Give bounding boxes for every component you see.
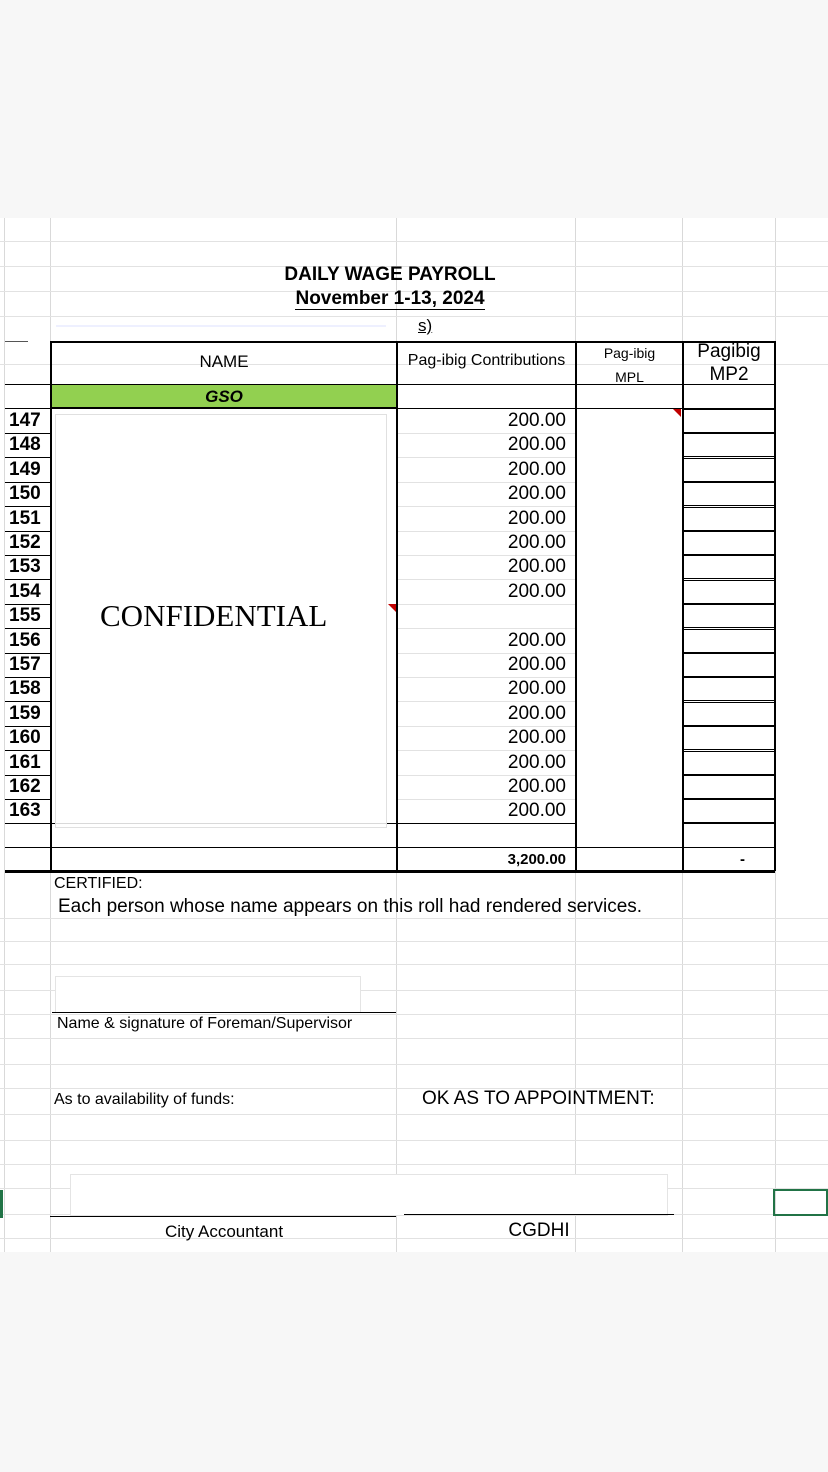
accountant-caption: City Accountant [164, 1222, 284, 1241]
funds-label: As to availability of funds: [54, 1091, 235, 1108]
row-amount: 200.00 [507, 630, 566, 651]
row-number: 155 [9, 605, 41, 626]
mp2-cell [683, 531, 775, 555]
comment-marker [673, 409, 681, 417]
subtitle-fragment: s) [418, 316, 433, 335]
row-number: 149 [9, 459, 41, 480]
row-number: 147 [9, 410, 41, 431]
comment-marker [388, 604, 396, 612]
row-amount: 200.00 [507, 727, 566, 748]
selection-edge [0, 1190, 3, 1218]
column-header-mpl: Pag-ibig MPL [603, 345, 656, 385]
mp2-cell [683, 653, 775, 677]
mp2-cell [683, 555, 775, 579]
mpl-column-body [577, 409, 682, 871]
mp2-cell [683, 580, 775, 604]
row-number: 159 [9, 703, 41, 724]
mp2-cell [683, 507, 775, 531]
column-header-contributions: Pag-ibig Contributions [407, 352, 566, 369]
mp2-cell [683, 604, 775, 628]
row-amount: 200.00 [507, 532, 566, 553]
mp2-cell [683, 799, 775, 823]
row-number: 151 [9, 508, 41, 529]
payroll-period: November 1-13, 2024 [295, 288, 485, 309]
row-number: 157 [9, 654, 41, 675]
foreman-signature-area [55, 976, 361, 1013]
cgdhi-caption: CGDHI [508, 1220, 570, 1241]
row-amount: 200.00 [507, 434, 566, 455]
row-amount: 200.00 [507, 410, 566, 431]
mp2-cell [683, 726, 775, 750]
row-amount: 200.00 [507, 508, 566, 529]
column-header-name: NAME [199, 352, 249, 371]
row-amount: 200.00 [507, 654, 566, 675]
mp2-cell [683, 751, 775, 775]
row-number: 153 [9, 556, 41, 577]
row-amount: 200.00 [507, 800, 566, 821]
column-header-mp2: Pagibig MP2 [697, 341, 761, 385]
row-number: 148 [9, 434, 41, 455]
row-number: 158 [9, 678, 41, 699]
mp2-cell [683, 433, 775, 457]
certified-statement: Each person whose name appears on this roll had rendered services. [58, 896, 643, 917]
row-amount: 200.00 [507, 703, 566, 724]
bottom-signature-area [70, 1174, 668, 1216]
row-amount: 200.00 [507, 581, 566, 602]
redacted-subtitle [54, 318, 394, 334]
row-number: 154 [9, 581, 41, 602]
payroll-title: DAILY WAGE PAYROLL [284, 264, 496, 285]
row-number: 160 [9, 727, 41, 748]
total-mp2: - [740, 851, 745, 868]
row-number: 162 [9, 776, 41, 797]
total-contributions: 3,200.00 [507, 851, 566, 868]
spreadsheet [0, 218, 828, 1252]
row-number: 163 [9, 800, 41, 821]
appointment-label: OK AS TO APPOINTMENT: [422, 1088, 655, 1109]
mp2-cell [683, 482, 775, 506]
row-amount: 200.00 [507, 776, 566, 797]
foreman-caption: Name & signature of Foreman/Supervisor [57, 1015, 353, 1032]
row-amount: 200.00 [507, 483, 566, 504]
row-number: 156 [9, 630, 41, 651]
section-gso: GSO [52, 385, 396, 408]
row-number: 152 [9, 532, 41, 553]
row-amount: 200.00 [507, 556, 566, 577]
mp2-cell [683, 775, 775, 799]
mp2-cell [683, 702, 775, 726]
mp2-cell [683, 458, 775, 482]
mp2-cell [683, 629, 775, 653]
row-amount: 200.00 [507, 752, 566, 773]
mp2-cell [683, 409, 775, 433]
mp2-cell [683, 677, 775, 701]
row-number: 150 [9, 483, 41, 504]
certified-label: CERTIFIED: [54, 875, 143, 892]
selected-cell[interactable] [773, 1189, 828, 1216]
row-amount: 200.00 [507, 459, 566, 480]
row-amount: 200.00 [507, 678, 566, 699]
confidential-label: CONFIDENTIAL [100, 598, 328, 633]
row-number: 161 [9, 752, 41, 773]
